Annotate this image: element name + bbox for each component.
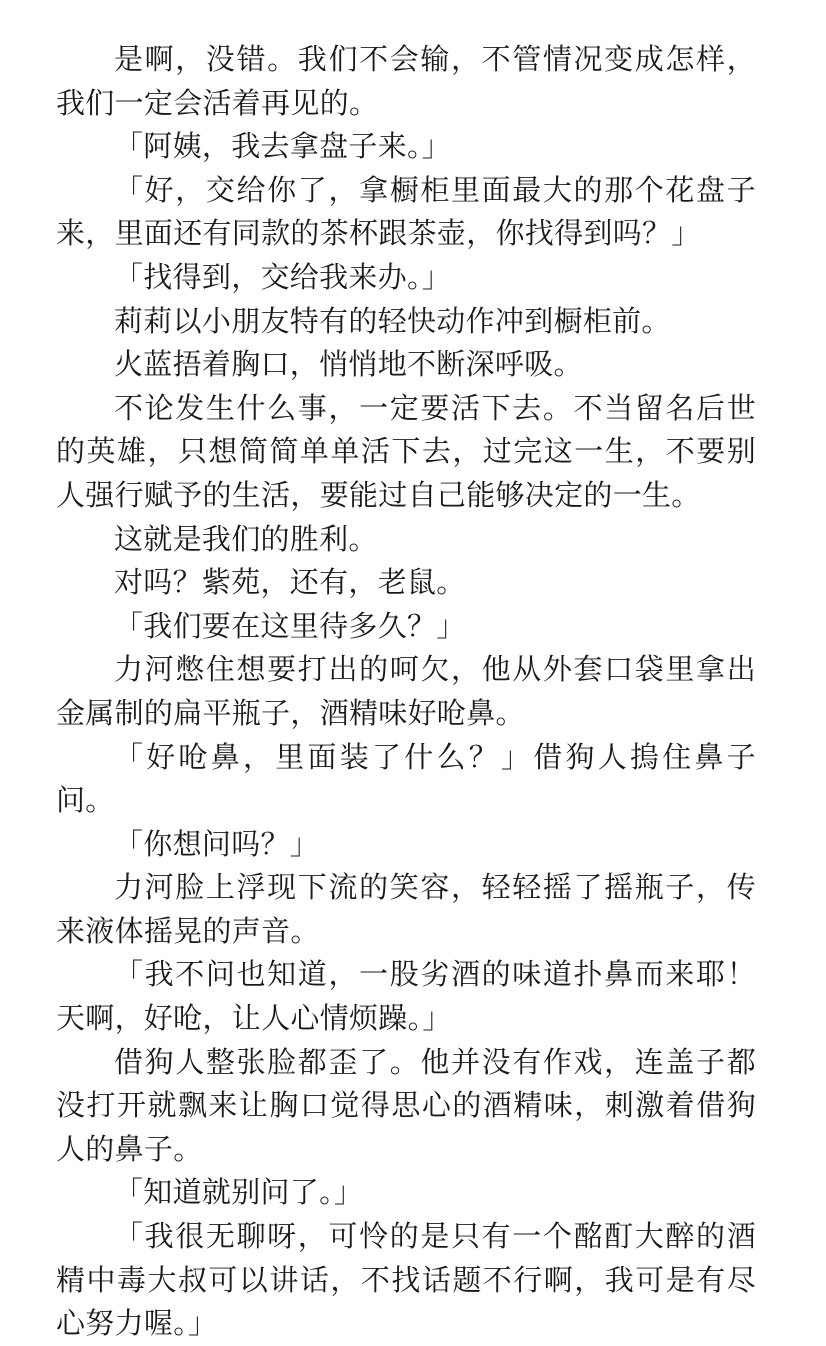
paragraph: 莉莉以小朋友特有的轻快动作冲到橱柜前。 xyxy=(114,303,671,338)
paragraph: 不论发生什么事，一定要活下去。不当留名后世的英雄，只想简简单单活下去，过完这一生，不要别人强行赋予的生活，要能过自己能够决定的一生。 xyxy=(56,390,756,512)
paragraph: 「我不问也知道，一股劣酒的味道扑鼻而来耶！天啊，好呛，让人心情烦躁。」 xyxy=(56,957,756,1036)
document-page xyxy=(56,38,756,1346)
paragraph: 火蓝捂着胸口，悄悄地不断深呼吸。 xyxy=(114,347,583,382)
paragraph: 对吗？紫苑，还有，老鼠。 xyxy=(114,565,466,600)
paragraph: 是啊，没错。我们不会输，不管情况变成怎样，我们一定会活着再见的。 xyxy=(56,42,756,120)
paragraph: 「好，交给你了，拿橱柜里面最大的那个花盘子来，里面还有同款的茶杯跟茶壶，你找得到吗？」 xyxy=(56,172,756,251)
paragraph: 力河脸上浮现下流的笑容，轻轻摇了摇瓶子，传来液体摇晃的声音。 xyxy=(56,870,756,948)
paragraph: 「找得到，交给我来办。」 xyxy=(114,259,452,294)
paragraph: 「阿姨，我去拿盘子来。」 xyxy=(114,129,452,164)
paragraph: 「我很无聊呀，可怜的是只有一个酩酊大醉的酒精中毒大叔可以讲话，不找话题不行啊，我可是有尽心努力喔。」 xyxy=(56,1219,756,1341)
paragraph: 这就是我们的胜利。 xyxy=(114,521,378,556)
paragraph: 借狗人整张脸都歪了。他并没有作戏，连盖子都没打开就飘来让胸口觉得思心的酒精味，刺激着借狗人的鼻子。 xyxy=(56,1044,756,1166)
paragraph: 「好呛鼻，里面装了什么？」借狗人摀住鼻子问。 xyxy=(56,739,756,818)
paragraph: 「知道就别问了。」 xyxy=(114,1175,364,1210)
paragraph: 「我们要在这里待多久？」 xyxy=(114,608,466,643)
paragraph: 力河憋住想要打出的呵欠，他从外套口袋里拿出金属制的扁平瓶子，酒精味好呛鼻。 xyxy=(56,652,756,730)
paragraph: 「你想问吗？」 xyxy=(114,826,320,861)
